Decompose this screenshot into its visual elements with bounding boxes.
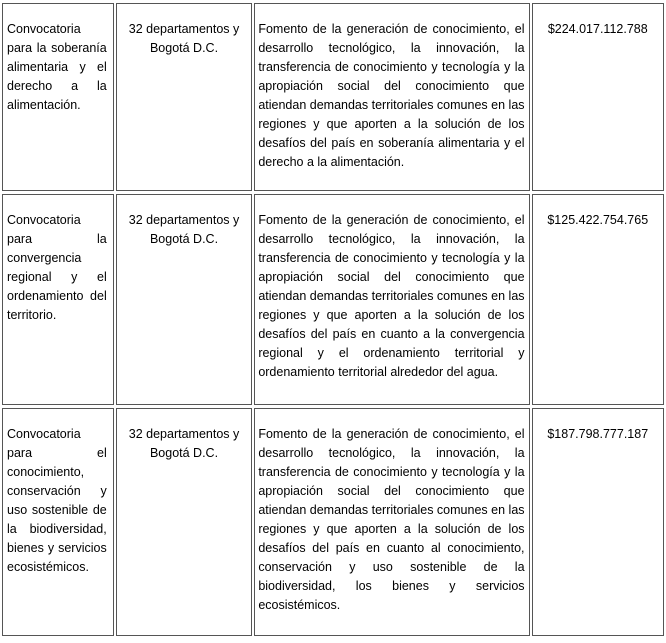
table-row: [2, 408, 664, 636]
convocatoria-cell: [2, 408, 114, 636]
description-cell: [254, 408, 529, 636]
convocatoria-cell: [2, 194, 114, 405]
region-cell: [116, 3, 253, 191]
amount-value: $187.798.777.187: [547, 427, 649, 441]
convocatoria-name: Convocatoria para la convergencia regional y el ordenamiento del territorio.: [7, 213, 107, 322]
region-text: 32 departamentos y Bogotá D.C.: [128, 22, 240, 55]
description-text: Fomento de la generación de conocimiento, el desarrollo tecnológico, la innovación, la transferencia de conocimiento y tecnología y la apropiación social del conocimiento que atiendan demandas territoriales comunes en las regiones y que aporten a la solución de los desafíos del país en soberanía alimentaria y el derecho a la alimentación.: [258, 22, 525, 169]
convocatoria-name: Convocatoria para la soberanía alimentaria y el derecho a la alimentación.: [7, 22, 107, 112]
region-text: 32 departamentos y Bogotá D.C.: [128, 213, 240, 246]
amount-cell: [532, 3, 664, 191]
description-text: Fomento de la generación de conocimiento, el desarrollo tecnológico, la innovación, la transferencia de conocimiento y tecnología y la apropiación social del conocimiento que atiendan demandas territoriales comunes en las regiones y que aporten a la solución de los desafíos del país en cuanto al conocimiento, conservación y uso sostenible de la biodiversidad, los bienes y servicios ecosistémicos.: [258, 427, 525, 612]
table-body: [2, 3, 664, 636]
description-cell: [254, 194, 529, 405]
amount-value: $224.017.112.788: [547, 22, 648, 36]
table-row: [2, 3, 664, 191]
table-row: [2, 194, 664, 405]
region-cell: [116, 194, 253, 405]
description-cell: [254, 3, 529, 191]
convocatoria-name: Convocatoria para el conocimiento, conservación y uso sostenible de la biodiversidad, bienes y servicios ecosistémicos.: [7, 427, 107, 574]
convocatoria-cell: [2, 3, 114, 191]
description-text: Fomento de la generación de conocimiento, el desarrollo tecnológico, la innovación, la transferencia de conocimiento y tecnología y la apropiación social del conocimiento que atiendan demandas territoriales comunes en las regiones y que aporten a la solución de los desafíos del país en cuanto a la convergencia regional y el ordenamiento territorial y ordenamiento territorial alrededor del agua.: [258, 213, 525, 379]
region-cell: [116, 408, 253, 636]
amount-value: $125.422.754.765: [547, 213, 649, 227]
amount-cell: [532, 194, 664, 405]
region-text: 32 departamentos y Bogotá D.C.: [128, 427, 240, 460]
amount-cell: [532, 408, 664, 636]
